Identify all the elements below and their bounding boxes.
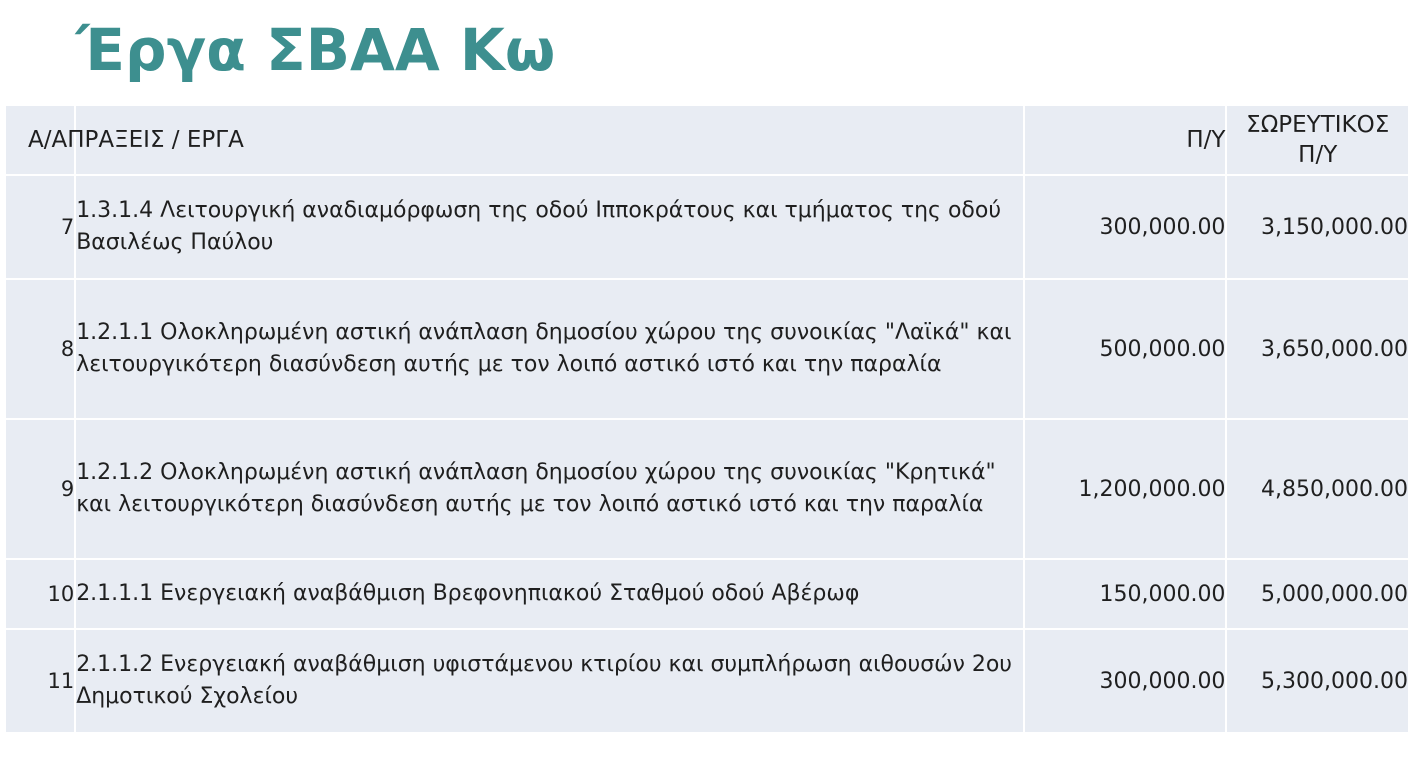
row-budget: 500,000.00: [1024, 279, 1227, 419]
table-header-row: [5, 105, 1409, 175]
page-title: Έργα ΣΒΑΑ Κω: [76, 16, 556, 84]
row-budget: 300,000.00: [1024, 629, 1227, 733]
header-cumulative-budget: [1226, 105, 1409, 175]
row-number: 10: [5, 559, 75, 629]
row-number: 9: [5, 419, 75, 559]
row-description: 1.2.1.1 Ολοκληρωμένη αστική ανάπλαση δημοσίου χώρου της συνοικίας "Λαϊκά" και λειτουργικότερη διασύνδεση αυτής με τον λοιπό αστικό ιστό και την παραλία: [75, 279, 1024, 419]
row-description: 1.2.1.2 Ολοκληρωμένη αστική ανάπλαση δημοσίου χώρου της συνοικίας "Κρητικά" και λειτουργικότερη διασύνδεση αυτής με τον λοιπό αστικό ιστό και την παραλία: [75, 419, 1024, 559]
row-number: 8: [5, 279, 75, 419]
row-budget: 1,200,000.00: [1024, 419, 1227, 559]
header-number-actions: [5, 105, 244, 175]
row-number: 11: [5, 629, 75, 733]
table-row: [5, 279, 1409, 419]
table-row: [5, 175, 1409, 279]
row-description: 2.1.1.2 Ενεργειακή αναβάθμιση υφιστάμενου κτιρίου και συμπλήρωση αιθουσών 2ου Δημοτικού Σχολείου: [75, 629, 1024, 733]
header-budget: Π/Υ: [1024, 105, 1227, 175]
header-cumulative-line1: ΣΩΡΕΥΤΙΚΟΣ: [1246, 112, 1390, 138]
table-row: [5, 419, 1409, 559]
row-cumulative-budget: 3,650,000.00: [1226, 279, 1409, 419]
table-row: [5, 559, 1409, 629]
header-cumulative-line2: Π/Υ: [1298, 142, 1338, 168]
projects-table: [4, 104, 1410, 734]
row-description: 2.1.1.1 Ενεργειακή αναβάθμιση Βρεφονηπιακού Σταθμού οδού Αβέρωφ: [75, 559, 1024, 629]
header-number-actions-label: Α/ΑΠΡΑΞΕΙΣ / ΕΡΓΑ: [28, 127, 244, 153]
row-cumulative-budget: 3,150,000.00: [1226, 175, 1409, 279]
row-cumulative-budget: 5,000,000.00: [1226, 559, 1409, 629]
row-budget: 150,000.00: [1024, 559, 1227, 629]
row-cumulative-budget: 5,300,000.00: [1226, 629, 1409, 733]
row-budget: 300,000.00: [1024, 175, 1227, 279]
row-description: 1.3.1.4 Λειτουργική αναδιαμόρφωση της οδού Ιπποκράτους και τμήματος της οδού Βασιλέως Παύλου: [75, 175, 1024, 279]
row-cumulative-budget: 4,850,000.00: [1226, 419, 1409, 559]
row-number: 7: [5, 175, 75, 279]
table-row: [5, 629, 1409, 733]
